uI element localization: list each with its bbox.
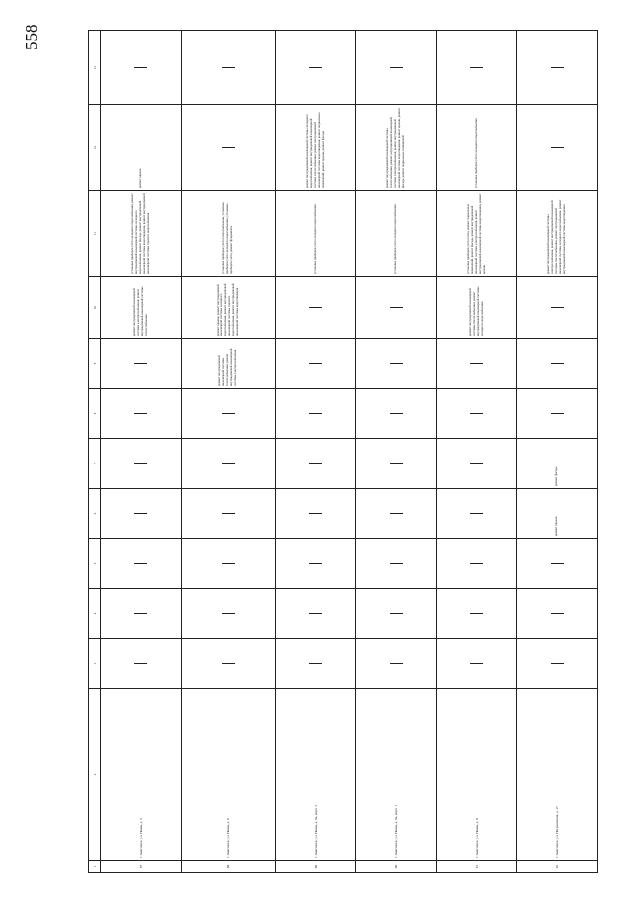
dash-mark	[551, 67, 564, 68]
empty-dash-cell	[356, 439, 437, 489]
row-number: 90	[356, 861, 437, 873]
dash-mark	[551, 307, 564, 308]
column-header-6: 6	[89, 489, 101, 539]
empty-dash-cell	[436, 539, 517, 589]
column-header-5: 5	[89, 539, 101, 589]
empty-dash-cell	[181, 589, 275, 639]
empty-dash-cell	[517, 389, 598, 439]
empty-dash-cell	[181, 389, 275, 439]
row-number: 89	[275, 861, 356, 873]
work-description-cell: ремонт крыши, ремонт внутридомовой инженерной системы холодного водоснабжения, ремонт внутридомовой инженерной системы горячего водоснабжения, ремонт внутридомовой инженерной системы водоотведения	[181, 277, 275, 339]
address-cell: г. Завитинск, ул. Новая, д. 6а, корп. 1	[356, 689, 437, 861]
dash-mark	[470, 663, 483, 664]
empty-dash-cell	[275, 339, 356, 389]
table-row	[356, 31, 437, 873]
row-number: 91	[436, 861, 517, 873]
empty-dash-cell	[436, 339, 517, 389]
column-header-7: 7	[89, 439, 101, 489]
empty-dash-cell	[436, 31, 517, 105]
dash-mark	[390, 613, 403, 614]
empty-dash-cell	[101, 439, 182, 489]
empty-dash-cell	[436, 589, 517, 639]
empty-dash-cell	[275, 639, 356, 689]
dash-mark	[390, 307, 403, 308]
dash-mark	[309, 463, 322, 464]
empty-dash-cell	[275, 389, 356, 439]
empty-dash-cell	[181, 439, 275, 489]
empty-dash-cell	[101, 31, 182, 105]
work-description-cell: ремонт крыши	[517, 489, 598, 539]
page-number: 558	[22, 24, 41, 50]
dash-mark	[222, 513, 235, 514]
empty-dash-cell	[517, 31, 598, 105]
empty-dash-cell	[436, 489, 517, 539]
column-header-2: 2	[89, 689, 101, 861]
dash-mark	[551, 613, 564, 614]
work-description-cell: установка приборов учета холодного водоснабжения	[356, 191, 437, 277]
column-header-8: 8	[89, 389, 101, 439]
dash-mark	[551, 563, 564, 564]
table-row	[436, 31, 517, 873]
dash-mark	[134, 413, 147, 414]
empty-dash-cell	[436, 439, 517, 489]
dash-mark	[309, 513, 322, 514]
dash-mark	[390, 663, 403, 664]
dash-mark	[390, 363, 403, 364]
dash-mark	[222, 147, 235, 148]
dash-mark	[134, 613, 147, 614]
dash-mark	[309, 307, 322, 308]
column-header-1: 1	[89, 861, 101, 873]
empty-dash-cell	[517, 105, 598, 191]
dash-mark	[390, 413, 403, 414]
empty-dash-cell	[356, 31, 437, 105]
empty-dash-cell	[101, 539, 182, 589]
work-description-cell: ремонт внутридомовой инженерной системы теплоснабжения, ремонт внутридомовой инженерной системы электроснабжения	[181, 339, 275, 389]
empty-dash-cell	[356, 639, 437, 689]
dash-mark	[309, 67, 322, 68]
column-header-4: 4	[89, 589, 101, 639]
empty-dash-cell	[517, 539, 598, 589]
dash-mark	[551, 413, 564, 414]
dash-mark	[390, 463, 403, 464]
work-description-cell: ремонт внутридомовой инженерной системы электроснабжения, ремонт внутридомовой инженерной системы теплоснабжения, ремонт внутридомовой инженерной системы холодного водоснабжения, ремонт внутридомовой инженерной системы водоотведения	[517, 191, 598, 277]
empty-dash-cell	[356, 539, 437, 589]
dash-mark	[222, 67, 235, 68]
empty-dash-cell	[356, 489, 437, 539]
dash-mark	[390, 513, 403, 514]
dash-mark	[470, 613, 483, 614]
empty-dash-cell	[517, 339, 598, 389]
work-description-cell: установка приборов учета холодного водоснабжения	[436, 105, 517, 191]
dash-mark	[222, 613, 235, 614]
empty-dash-cell	[436, 639, 517, 689]
column-header-3: 3	[89, 639, 101, 689]
empty-dash-cell	[517, 589, 598, 639]
repair-schedule-table	[88, 30, 598, 873]
dash-mark	[551, 363, 564, 364]
work-description-cell: ремонт внутридомовой инженерной системы электроснабжения, ремонт внутридомовой инженерной системы теплоснабжения	[101, 277, 182, 339]
work-description-cell: установка приборов учета холодного водоснабжения, ремонт внутридомовой инженерной системы холодного водоснабжения, ремонт фасада, ремонт внутридомовой инженерной системы водоотведения, ремонт внутридомовой инженерной системы горячего водоснабжения	[101, 191, 182, 277]
row-number: 87	[101, 861, 182, 873]
dash-mark	[470, 363, 483, 364]
empty-dash-cell	[101, 489, 182, 539]
address-cell: г. Завитинск, ул. Новая, д. 6	[181, 689, 275, 861]
empty-dash-cell	[356, 339, 437, 389]
dash-mark	[470, 463, 483, 464]
address-cell: г. Завитинск, ул. Новая, д. 6а, корп. 2	[275, 689, 356, 861]
table-rotation-wrapper	[88, 31, 598, 873]
dash-mark	[551, 147, 564, 148]
empty-dash-cell	[101, 339, 182, 389]
table-row	[517, 31, 598, 873]
empty-dash-cell	[181, 539, 275, 589]
work-description-cell: ремонт внутридомовой инженерной системы теплоснабжения, ремонт внутридомовой инженерной системы электроснабжения, ремонт внутридомовой инженерной системы водоотведения, ремонт крыши, ремонт фасада, ремонт подвальных помещений	[356, 105, 437, 191]
dash-mark	[309, 613, 322, 614]
dash-mark	[134, 463, 147, 464]
empty-dash-cell	[275, 31, 356, 105]
empty-dash-cell	[181, 105, 275, 191]
dash-mark	[309, 663, 322, 664]
dash-mark	[309, 563, 322, 564]
dash-mark	[134, 563, 147, 564]
dash-mark	[390, 67, 403, 68]
address-cell: г. Завитинск, ул. Новая, д. 5	[101, 689, 182, 861]
dash-mark	[551, 663, 564, 664]
empty-dash-cell	[181, 31, 275, 105]
work-description-cell: ремонт крыши	[101, 105, 182, 191]
address-cell: г. Завитинск, ул. Новая, д. 8	[436, 689, 517, 861]
work-description-cell: установка приборов учета холодного водоснабжения	[275, 191, 356, 277]
dash-mark	[390, 563, 403, 564]
dash-mark	[309, 413, 322, 414]
rotated-table-sheet	[88, 31, 598, 873]
table-row	[101, 31, 182, 873]
empty-dash-cell	[356, 389, 437, 439]
empty-dash-cell	[356, 589, 437, 639]
dash-mark	[470, 513, 483, 514]
empty-dash-cell	[275, 439, 356, 489]
empty-dash-cell	[275, 589, 356, 639]
column-header-9: 9	[89, 339, 101, 389]
dash-mark	[470, 563, 483, 564]
column-header-11: 11	[89, 191, 101, 277]
table-row	[181, 31, 275, 873]
table-row	[275, 31, 356, 873]
empty-dash-cell	[181, 489, 275, 539]
empty-dash-cell	[436, 389, 517, 439]
dash-mark	[222, 563, 235, 564]
column-header-10: 10	[89, 277, 101, 339]
dash-mark	[134, 663, 147, 664]
empty-dash-cell	[517, 277, 598, 339]
work-description-cell: ремонт фасада	[517, 439, 598, 489]
empty-dash-cell	[517, 639, 598, 689]
empty-dash-cell	[356, 277, 437, 339]
row-number: 92	[517, 861, 598, 873]
header-row	[89, 31, 101, 873]
dash-mark	[134, 363, 147, 364]
empty-dash-cell	[181, 639, 275, 689]
column-header-13: 13	[89, 31, 101, 105]
dash-mark	[134, 67, 147, 68]
dash-mark	[222, 413, 235, 414]
empty-dash-cell	[101, 589, 182, 639]
column-header-12: 12	[89, 105, 101, 191]
row-number: 88	[181, 861, 275, 873]
work-description-cell: ремонт внутридомовой инженерной системы теплоснабжения, ремонт внутридомовой инженерной системы холодного водоснабжения	[436, 277, 517, 339]
work-description-cell: установка приборов учета теплоснабжения, установка приборов учета холодного водоснабжения, установка приборов учета, ремонт фундамента	[181, 191, 275, 277]
dash-mark	[222, 463, 235, 464]
work-description-cell: установка приборов учета тепла, ремонт подвальных помещений, ремонт фасада, ремонт внутридомовой инженерной системы электроснабжения, ремонт внутридомовой инженерной системы водоотведения, ремонт крыши	[436, 191, 517, 277]
work-description-cell: ремонт внутридомовой инженерной системы холодного водоснабжения, ремонт внутридомовой инженерной системы теплоснабжения, ремонт внутридомовой инженерной системы водоотведения, ремонт подвальных помещений, ремонт крыши, ремонт фасада	[275, 105, 356, 191]
dash-mark	[134, 513, 147, 514]
empty-dash-cell	[275, 277, 356, 339]
dash-mark	[470, 67, 483, 68]
empty-dash-cell	[275, 539, 356, 589]
table-body	[101, 31, 598, 873]
dash-mark	[470, 413, 483, 414]
dash-mark	[222, 663, 235, 664]
empty-dash-cell	[101, 639, 182, 689]
empty-dash-cell	[101, 389, 182, 439]
address-cell: г. Завитинск, ул. Пограничная, д. 17	[517, 689, 598, 861]
dash-mark	[309, 363, 322, 364]
empty-dash-cell	[275, 489, 356, 539]
